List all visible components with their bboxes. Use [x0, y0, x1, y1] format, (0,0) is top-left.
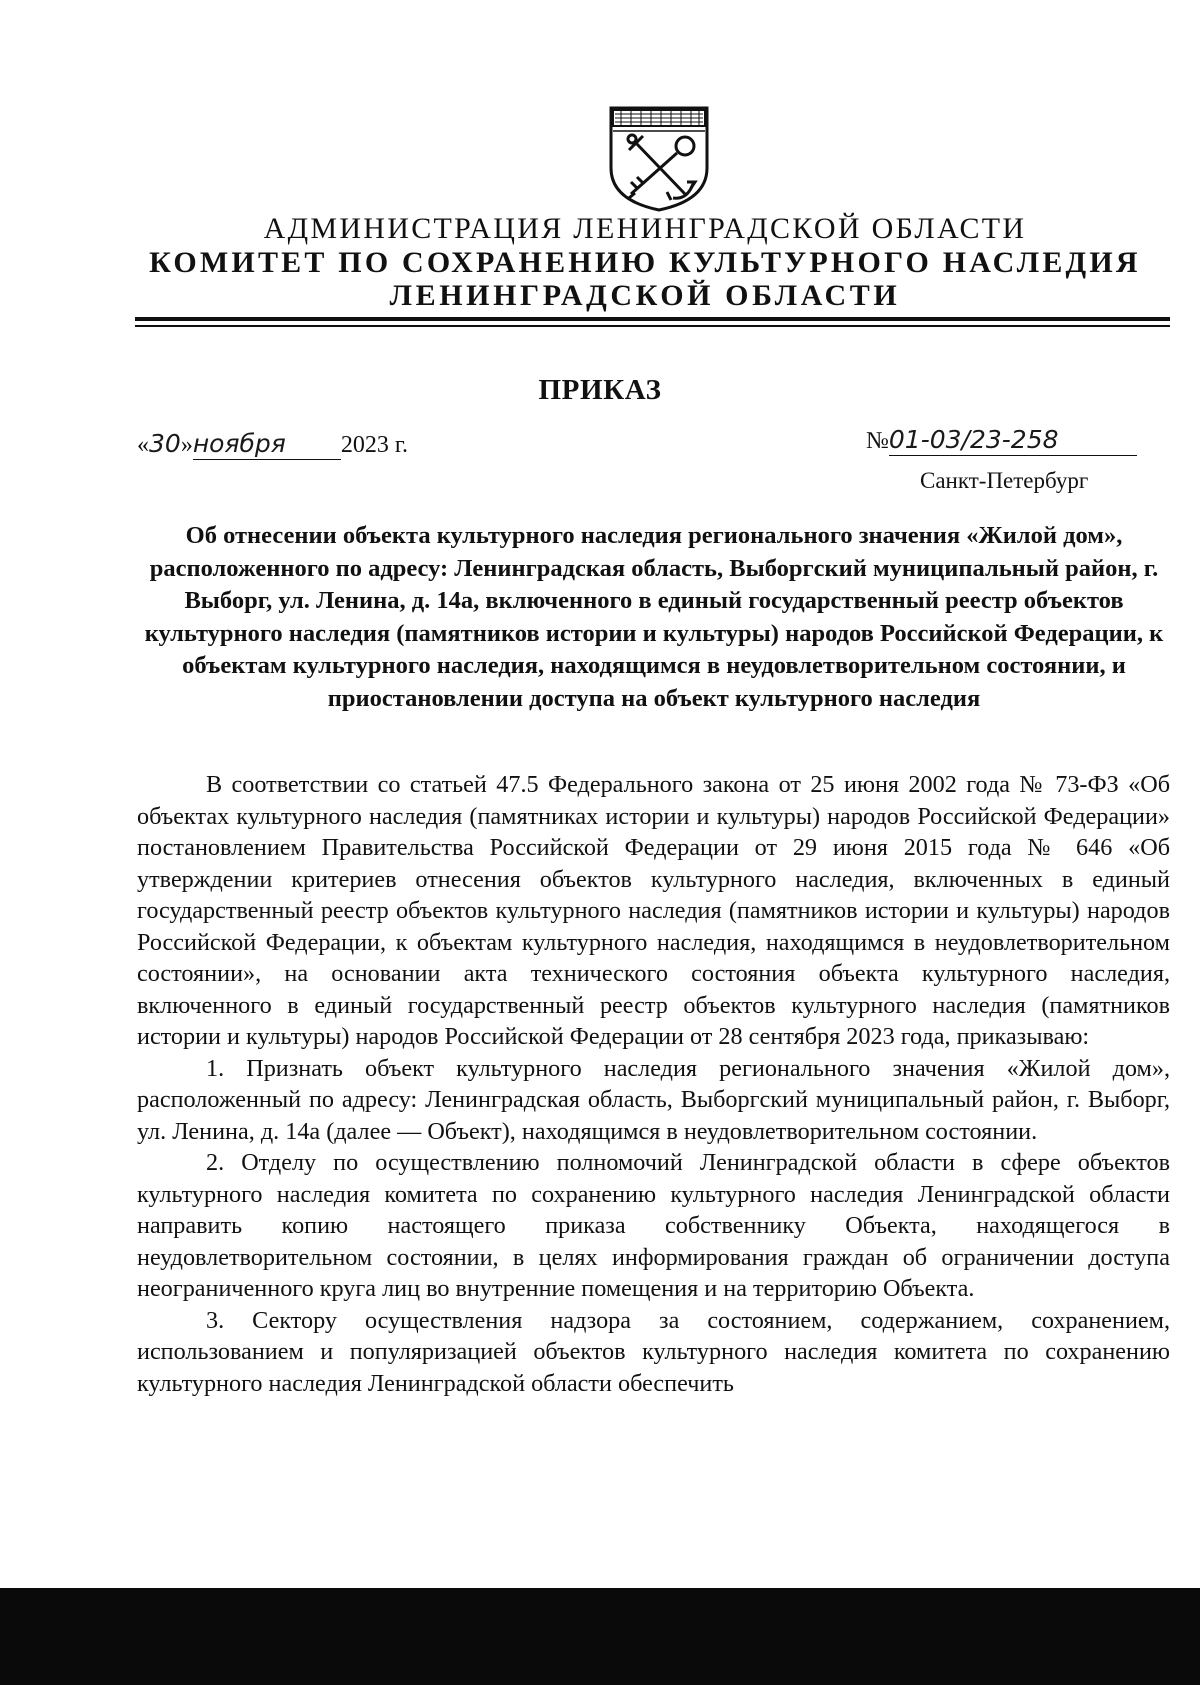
date-year: 2023 г.	[340, 432, 408, 458]
date-close-quote: »	[180, 432, 193, 458]
body-preamble: В соответствии со статьей 47.5 Федерального закона от 25 июня 2002 года № 73-ФЗ «Об объектах культурного наследия (памятниках истории и культуры) народов Российской Федерации» постановлением Правительства Российской Федерации от 29 июня 2015 года № 646 «Об утверждении критериев отнесения объектов культурного наследия, включенных в единый государственный реестр объектов культурного наследия (памятников истории и культуры) народов Российской Федерации, к объектам культурного наследия, находящимся в неудовлетворительном состоянии», на основании акта технического состояния объекта культурного наследия, включенного в единый государственный реестр объектов культурного наследия (памятников истории и культуры) народов Российской Федерации от 28 сентября 2023 года, приказываю:	[137, 771, 1170, 1050]
order-subject-heading: Об отнесении объекта культурного наследия регионального значения «Жилой дом», расположенного по адресу: Ленинградская область, Выборгский муниципальный район, г. Выборг, ул. Ленина, д. 14а, включенного в единый государственный реестр объектов культурного наследия (памятников истории и культуры) народов Российской Федерации, к объектам культурного наследия, находящимся в неудовлетворительном состоянии, и приостановлении доступа на объект культурного наследия	[144, 522, 1164, 712]
leningrad-oblast-coat-of-arms-icon	[607, 104, 711, 212]
document-type-title: ПРИКАЗ	[538, 374, 662, 406]
letterhead-committee: КОМИТЕТ ПО СОХРАНЕНИЮ КУЛЬТУРНОГО НАСЛЕДИЯ	[149, 246, 1141, 279]
date-open-quote: «	[137, 432, 149, 458]
letterhead-divider-thin	[135, 325, 1170, 327]
order-date	[137, 429, 408, 460]
date-month-handwritten: ноября	[192, 429, 286, 458]
letterhead-region: ЛЕНИНГРАДСКОЙ ОБЛАСТИ	[389, 279, 901, 312]
letterhead-administration: АДМИНИСТРАЦИЯ ЛЕНИНГРАДСКОЙ ОБЛАСТИ	[263, 212, 1027, 245]
number-value-handwritten: 01-03/23-258	[888, 425, 1059, 454]
body-item-3: 3. Сектору осуществления надзора за состоянием, содержанием, сохранением, использованием и популяризацией объектов культурного наследия комитета по сохранению культурного наследия Ленинградской области обеспечить	[137, 1306, 1170, 1397]
letterhead-divider-thick	[135, 317, 1170, 321]
order-number	[866, 425, 1137, 456]
date-day-handwritten: 30	[149, 429, 181, 458]
scan-bottom-edge	[0, 1588, 1200, 1685]
issuing-city: Санкт-Петербург	[920, 468, 1089, 493]
order-body	[137, 769, 1170, 1399]
body-item-2: 2. Отделу по осуществлению полномочий Ленинградской области в сфере объектов культурного наследия комитета по сохранению культурного наследия Ленинградской области направить копию настоящего приказа собственнику Объекта, находящегося в неудовлетворительном состоянии, в целях информирования граждан об ограничении доступа неограниченного круга лиц во внутренние помещения и на территорию Объекта.	[137, 1149, 1170, 1302]
body-item-1: 1. Признать объект культурного наследия регионального значения «Жилой дом», расположенный по адресу: Ленинградская область, Выборгский муниципальный район, г. Выборг, ул. Ленина, д. 14а (далее — Объект), находящимся в неудовлетворительном состоянии.	[137, 1054, 1170, 1145]
number-prefix: №	[866, 428, 889, 454]
